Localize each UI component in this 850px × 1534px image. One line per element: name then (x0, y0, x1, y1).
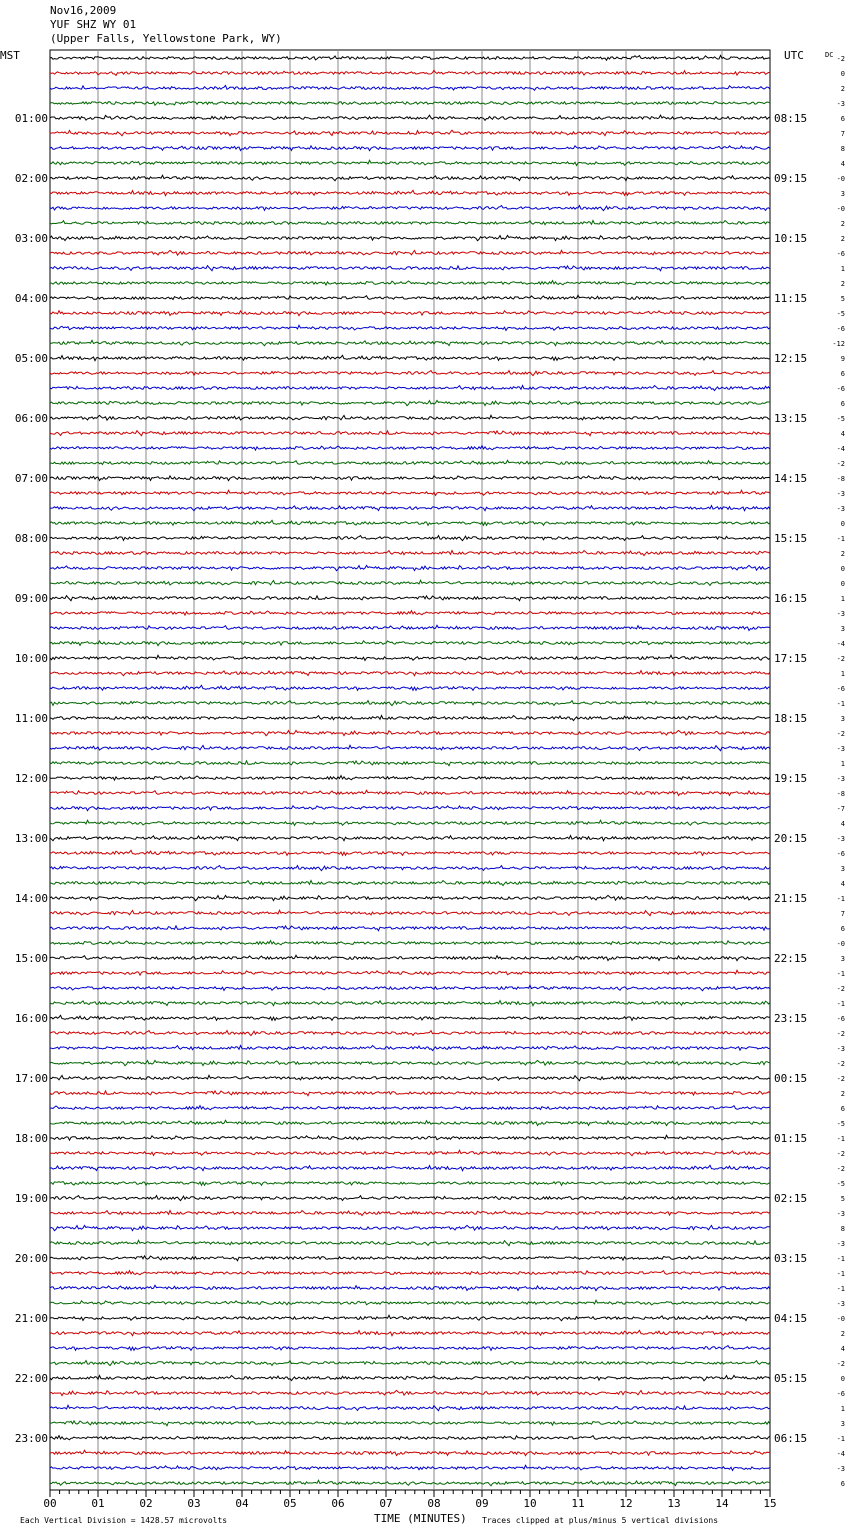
seismic-trace (50, 1225, 770, 1230)
seismic-trace (50, 1091, 770, 1096)
seismic-trace (50, 641, 770, 646)
dc-offset-value: -2 (836, 1165, 845, 1173)
record-date: Nov16,2009 (50, 4, 117, 17)
dc-offset-value: -0 (836, 1315, 845, 1323)
seismic-trace (50, 1120, 770, 1125)
x-tick-label: 01 (91, 1497, 105, 1510)
dc-offset-value: -2 (836, 1075, 845, 1083)
mst-hour-label: 19:00 (14, 1192, 48, 1205)
dc-offset-value: -1 (836, 700, 845, 708)
dc-offset-value: -1 (836, 1135, 845, 1143)
dc-offset-value: 2 (840, 550, 845, 558)
seismic-trace (50, 881, 770, 886)
seismic-trace (50, 490, 770, 495)
seismic-trace (50, 685, 770, 690)
dc-offset-value: -3 (836, 1465, 845, 1473)
dc-offset-value: 2 (840, 220, 845, 228)
dc-offset-value: 4 (840, 1345, 845, 1353)
utc-hour-label: 20:15 (774, 832, 808, 845)
utc-hour-label: 08:15 (774, 112, 808, 125)
seismic-trace (50, 1211, 770, 1216)
dc-offset-value: 4 (840, 880, 845, 888)
x-tick-label: 02 (139, 1497, 153, 1510)
x-tick-label: 15 (763, 1497, 777, 1510)
seismic-trace (50, 1421, 770, 1426)
x-tick-label: 04 (235, 1497, 249, 1510)
seismic-trace (50, 250, 770, 255)
seismic-trace (50, 221, 770, 225)
dc-offset-value: -3 (836, 505, 845, 513)
utc-hour-label: 14:15 (774, 472, 808, 485)
dc-offset-value: 1 (840, 670, 845, 678)
dc-offset-value: -0 (836, 940, 845, 948)
dc-offset-value: -1 (836, 895, 845, 903)
seismic-trace (50, 625, 770, 630)
utc-hour-label: 02:15 (774, 1192, 808, 1205)
dc-offset-value: -1 (836, 1255, 845, 1263)
seismic-trace (50, 281, 770, 286)
dc-offset-value: 4 (840, 820, 845, 828)
seismic-trace (50, 1300, 770, 1305)
seismic-trace (50, 70, 770, 75)
seismic-trace (50, 386, 770, 391)
seismic-trace (50, 400, 770, 405)
utc-hour-label: 12:15 (774, 352, 808, 365)
seismic-trace (50, 745, 770, 750)
seismic-trace (50, 1375, 770, 1380)
seismic-trace (50, 325, 770, 330)
utc-hour-label: 10:15 (774, 232, 808, 245)
dc-offset-value: -8 (836, 475, 845, 483)
seismic-trace (50, 415, 770, 420)
seismic-trace (50, 1436, 770, 1440)
seismic-trace (50, 716, 770, 721)
seismic-trace (50, 970, 770, 975)
dc-offset-value: -1 (836, 1285, 845, 1293)
mst-hour-label: 02:00 (14, 172, 48, 185)
seismic-trace (50, 1196, 770, 1201)
x-axis-title: TIME (MINUTES) (374, 1512, 467, 1525)
dc-offset-value: -6 (836, 250, 845, 258)
dc-offset-value: -5 (836, 1180, 845, 1188)
dc-offset-value: -2 (836, 1150, 845, 1158)
dc-offset-value: 2 (840, 280, 845, 288)
dc-offset-value: 7 (840, 130, 845, 138)
dc-offset-value: -6 (836, 1015, 845, 1023)
seismic-trace (50, 1346, 770, 1351)
seismic-trace (50, 820, 770, 825)
left-timezone-label: MST (0, 49, 20, 62)
seismic-trace (50, 1031, 770, 1036)
seismic-trace (50, 431, 770, 436)
seismic-trace (50, 1150, 770, 1155)
seismic-trace (50, 1060, 770, 1065)
seismic-trace (50, 1181, 770, 1185)
seismic-trace (50, 551, 770, 556)
dc-offset-value: 5 (840, 1195, 845, 1203)
utc-hour-label: 19:15 (774, 772, 808, 785)
x-tick-label: 06 (331, 1497, 345, 1510)
dc-offset-value: 5 (840, 295, 845, 303)
seismic-trace (50, 926, 770, 931)
seismic-trace (50, 1330, 770, 1335)
dc-offset-value: 1 (840, 1405, 845, 1413)
seismic-trace (50, 790, 770, 795)
x-tick-label: 10 (523, 1497, 537, 1510)
seismic-trace (50, 536, 770, 541)
dc-offset-value: 6 (840, 400, 845, 408)
seismic-trace (50, 1015, 770, 1020)
dc-offset-value: 0 (840, 520, 845, 528)
x-tick-label: 07 (379, 1497, 393, 1510)
utc-hour-label: 18:15 (774, 712, 808, 725)
clip-note: Traces clipped at plus/minus 5 vertical divisions (482, 1516, 719, 1525)
dc-offset-value: -3 (836, 100, 845, 108)
dc-offset-value: -3 (836, 1240, 845, 1248)
dc-offset-value: -3 (836, 745, 845, 753)
dc-offset-value: 2 (840, 235, 845, 243)
dc-offset-value: 7 (840, 910, 845, 918)
x-tick-label: 14 (715, 1497, 729, 1510)
dc-offset-value: 1 (840, 595, 845, 603)
seismic-trace (50, 130, 770, 136)
mst-hour-label: 04:00 (14, 292, 48, 305)
dc-offset-value: -5 (836, 310, 845, 318)
mst-hour-label: 18:00 (14, 1132, 48, 1145)
seismic-trace (50, 895, 770, 900)
dc-offset-value: 1 (840, 265, 845, 273)
dc-offset-value: 3 (840, 190, 845, 198)
seismic-trace (50, 701, 770, 706)
seismic-trace (50, 175, 770, 180)
dc-offset-value: 3 (840, 865, 845, 873)
x-tick-label: 03 (187, 1497, 201, 1510)
mst-hour-label: 16:00 (14, 1012, 48, 1025)
mst-hour-label: 03:00 (14, 232, 48, 245)
seismic-trace (50, 1285, 770, 1290)
dc-offset-value: -4 (836, 640, 845, 648)
dc-offset-value: -0 (836, 205, 845, 213)
seismic-trace (50, 1390, 770, 1395)
utc-hour-label: 16:15 (774, 592, 808, 605)
dc-offset-value: 2 (840, 85, 845, 93)
x-tick-label: 00 (43, 1497, 57, 1510)
x-tick-label: 09 (475, 1497, 489, 1510)
seismic-traces (50, 55, 770, 1485)
utc-hour-label: 04:15 (774, 1312, 808, 1325)
dc-offset-value: 6 (840, 115, 845, 123)
dc-offset-value: 8 (840, 1225, 845, 1233)
utc-hour-label: 21:15 (774, 892, 808, 905)
dc-offset-value: -3 (836, 835, 845, 843)
seismic-trace (50, 295, 770, 299)
dc-offset-value: -6 (836, 325, 845, 333)
seismic-trace (50, 160, 770, 165)
seismic-trace (50, 1465, 770, 1470)
seismic-trace (50, 671, 770, 676)
seismic-trace (50, 1135, 770, 1140)
mst-hour-label: 06:00 (14, 412, 48, 425)
dc-offset-value: -4 (836, 1450, 845, 1458)
mst-hour-label: 12:00 (14, 772, 48, 785)
dc-offset-value: -1 (836, 1000, 845, 1008)
utc-hour-label: 17:15 (774, 652, 808, 665)
mst-hour-label: 22:00 (14, 1372, 48, 1385)
seismic-trace (50, 266, 770, 271)
mst-hour-label: 11:00 (14, 712, 48, 725)
seismic-trace (50, 86, 770, 91)
seismic-trace (50, 1480, 770, 1485)
seismic-trace (50, 1361, 770, 1366)
x-tick-label: 13 (667, 1497, 681, 1510)
dc-offset-value: -0 (836, 175, 845, 183)
utc-hour-label: 22:15 (774, 952, 808, 965)
mst-hour-label: 01:00 (14, 112, 48, 125)
mst-hour-label: 17:00 (14, 1072, 48, 1085)
seismic-trace (50, 460, 770, 464)
mst-hour-label: 05:00 (14, 352, 48, 365)
seismic-trace (50, 1046, 770, 1051)
dc-offset-value: -6 (836, 1390, 845, 1398)
station-location: (Upper Falls, Yellowstone Park, WY) (50, 32, 282, 45)
utc-hour-label: 23:15 (774, 1012, 808, 1025)
dc-header-label: DC (825, 51, 834, 59)
seismic-trace (50, 355, 770, 360)
dc-offset-value: 6 (840, 925, 845, 933)
x-tick-label: 11 (571, 1497, 585, 1510)
mst-hour-label: 07:00 (14, 472, 48, 485)
vertical-division-note: Each Vertical Division = 1428.57 microvolts (20, 1516, 228, 1525)
mst-hour-label: 21:00 (14, 1312, 48, 1325)
seismic-trace (50, 190, 770, 195)
dc-offset-value: -2 (836, 655, 845, 663)
dc-offset-value: 3 (840, 715, 845, 723)
dc-offset-value: -4 (836, 445, 845, 453)
mst-hour-label: 14:00 (14, 892, 48, 905)
seismic-trace (50, 1405, 770, 1410)
dc-offset-value: 3 (840, 955, 845, 963)
dc-offset-value: 9 (840, 355, 845, 363)
dc-offset-value: -12 (832, 340, 845, 348)
seismic-trace (50, 655, 770, 660)
seismic-trace (50, 955, 770, 960)
seismic-trace (50, 206, 770, 211)
seismic-trace (50, 446, 770, 451)
dc-offset-value: -2 (836, 1060, 845, 1068)
dc-offset-value: -1 (836, 1270, 845, 1278)
dc-offset-value: -3 (836, 1045, 845, 1053)
seismic-trace (50, 776, 770, 781)
mst-hour-label: 10:00 (14, 652, 48, 665)
dc-offset-value: 3 (840, 625, 845, 633)
utc-hour-label: 01:15 (774, 1132, 808, 1145)
dc-offset-value: 8 (840, 145, 845, 153)
dc-offset-value: -1 (836, 535, 845, 543)
x-tick-label: 05 (283, 1497, 297, 1510)
seismic-trace (50, 1106, 770, 1110)
seismic-trace (50, 1001, 770, 1006)
dc-offset-value: 6 (840, 1105, 845, 1113)
dc-offset-value: -5 (836, 1120, 845, 1128)
dc-offset-value: 6 (840, 370, 845, 378)
utc-hour-label: 13:15 (774, 412, 808, 425)
seismic-trace (50, 476, 770, 481)
dc-offset-value: -3 (836, 490, 845, 498)
dc-offset-value: -8 (836, 790, 845, 798)
seismic-trace (50, 836, 770, 841)
dc-offset-value: 0 (840, 565, 845, 573)
dc-offset-value: -2 (836, 460, 845, 468)
seismic-trace (50, 910, 770, 915)
seismic-trace (50, 806, 770, 811)
seismic-trace (50, 941, 770, 945)
seismic-trace (50, 1256, 770, 1261)
utc-hour-label: 03:15 (774, 1252, 808, 1265)
seismic-trace (50, 1075, 770, 1080)
dc-offset-value: -3 (836, 775, 845, 783)
dc-offset-value: 0 (840, 1375, 845, 1383)
seismic-trace (50, 371, 770, 376)
seismic-trace (50, 580, 770, 585)
dc-offset-value: -2 (836, 1030, 845, 1038)
dc-offset-value: 0 (840, 580, 845, 588)
seismic-trace (50, 761, 770, 766)
mst-hour-label: 13:00 (14, 832, 48, 845)
utc-hour-label: 06:15 (774, 1432, 808, 1445)
dc-offset-value: -2 (836, 55, 845, 63)
dc-offset-value: -5 (836, 415, 845, 423)
dc-offset-value: 0 (840, 70, 845, 78)
seismic-trace (50, 340, 770, 345)
seismic-trace (50, 1240, 770, 1245)
time-axis (43, 1490, 776, 1510)
dc-offset-value: 4 (840, 430, 845, 438)
dc-offset-value: -3 (836, 1300, 845, 1308)
seismic-trace (50, 985, 770, 990)
station-code: YUF SHZ WY 01 (50, 18, 137, 31)
seismic-trace (50, 102, 770, 106)
mst-hour-label: 09:00 (14, 592, 48, 605)
right-timezone-label: UTC (784, 49, 804, 62)
seismic-trace (50, 596, 770, 601)
mst-hour-label: 20:00 (14, 1252, 48, 1265)
dc-offset-value: -3 (836, 1210, 845, 1218)
dc-offset-value: -2 (836, 985, 845, 993)
seismic-trace (50, 850, 770, 855)
seismic-trace (50, 1271, 770, 1275)
dc-offset-value: 1 (840, 760, 845, 768)
dc-offset-value: 6 (840, 1480, 845, 1488)
seismic-trace (50, 506, 770, 511)
dc-offset-value: -2 (836, 730, 845, 738)
x-tick-label: 08 (427, 1497, 441, 1510)
dc-offset-value: -6 (836, 850, 845, 858)
seismic-trace (50, 1315, 770, 1320)
seismic-trace (50, 146, 770, 151)
utc-hour-label: 00:15 (774, 1072, 808, 1085)
dc-offset-value: -2 (836, 1360, 845, 1368)
seismic-trace (50, 611, 770, 616)
x-tick-label: 12 (619, 1497, 633, 1510)
seismic-trace (50, 730, 770, 735)
seismic-trace (50, 866, 770, 871)
seismic-trace (50, 1450, 770, 1455)
utc-hour-label: 09:15 (774, 172, 808, 185)
dc-offset-value: -6 (836, 685, 845, 693)
utc-hour-label: 05:15 (774, 1372, 808, 1385)
seismic-trace (50, 565, 770, 570)
utc-hour-label: 15:15 (774, 532, 808, 545)
utc-hour-label: 11:15 (774, 292, 808, 305)
seismic-trace (50, 115, 770, 120)
seismic-trace (50, 520, 770, 525)
mst-hour-label: 23:00 (14, 1432, 48, 1445)
seismic-trace (50, 55, 770, 60)
dc-offset-value: 4 (840, 160, 845, 168)
seismic-trace (50, 1165, 770, 1170)
mst-hour-label: 15:00 (14, 952, 48, 965)
seismic-trace (50, 235, 770, 240)
seismic-trace (50, 311, 770, 316)
dc-offset-value: -3 (836, 610, 845, 618)
mst-hour-label: 08:00 (14, 532, 48, 545)
dc-offset-value: 3 (840, 1420, 845, 1428)
dc-offset-value: -6 (836, 385, 845, 393)
dc-offset-value: -7 (836, 805, 845, 813)
dc-offset-value: -1 (836, 970, 845, 978)
dc-offset-value: 2 (840, 1330, 845, 1338)
dc-offset-value: -1 (836, 1435, 845, 1443)
dc-offset-value: 2 (840, 1090, 845, 1098)
